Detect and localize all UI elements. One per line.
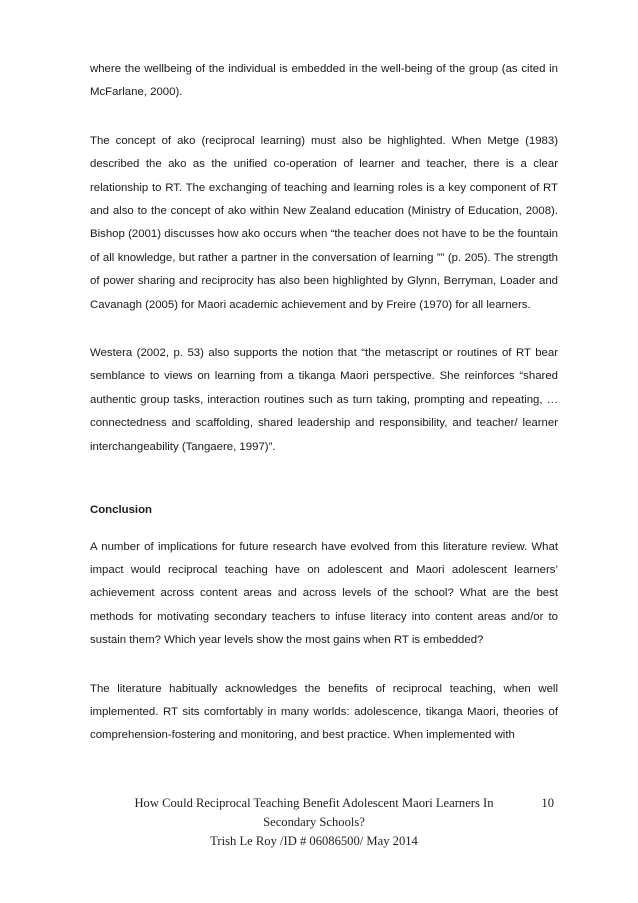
footer-title-line2: Secondary Schools? <box>263 815 365 829</box>
paragraph-implications: A number of implications for future research have evolved from this literature review. What impact would reciprocal teaching have on adolescent and Maori adolescent learners’ achievement across content areas and across levels of the school? What are the best methods for motivating secondary teachers to infuse literacy into content areas and/or to sustain them? Which year levels show the most gains when RT is embedded? <box>90 540 558 647</box>
paragraph-ako: The concept of ako (reciprocal learning) must also be highlighted. When Metge (1983) described the ako as the unified co-operation of learner and teacher, there is a clear relationship to RT. The exchanging of teaching and learning roles is a key component of RT and also to the concept of ako within New Zealand education (Ministry of Education, 2008). Bishop (2001) discusses how ako occurs when “the teacher does not have to be the fountain of all knowledge, but rather a partner in the conversation of learning ”” (p. 205). The strength of power sharing and reciprocity has also been highlighted by Glynn, Berryman, Loader and Cavanagh (2005) for Maori academic achievement and by Freire (1970) for all learners. <box>90 134 558 311</box>
footer-title-line1: How Could Reciprocal Teaching Benefit Adolescent Maori Learners In <box>134 796 494 810</box>
footer-author-line: Trish Le Roy /ID # 06086500/ May 2014 <box>210 834 418 848</box>
page-footer <box>90 794 558 851</box>
paragraph-literature: The literature habitually acknowledges the benefits of reciprocal teaching, when well implemented. RT sits comfortably in many worlds: adolescence, tikanga Maori, theories of comprehension-fostering and monitoring, and best practice. When implemented with <box>90 682 558 742</box>
page-number: 10 <box>541 796 554 810</box>
paragraph-continuation: where the wellbeing of the individual is embedded in the well-being of the group (as cited in McFarlane, 2000). <box>90 63 558 99</box>
paragraph-westera: Westera (2002, p. 53) also supports the notion that “the metascript or routines of RT bear semblance to views on learning from a tikanga Maori perspective. She reinforces “shared authentic group tasks, interaction routines such as turn taking, prompting and repeating, … connectedness and scaffolding, shared leadership and responsibility, and teacher/ learner interchangeability (Tangaere, 1997)”. <box>90 347 558 453</box>
document-body <box>90 58 558 748</box>
conclusion-heading: Conclusion <box>90 504 153 517</box>
